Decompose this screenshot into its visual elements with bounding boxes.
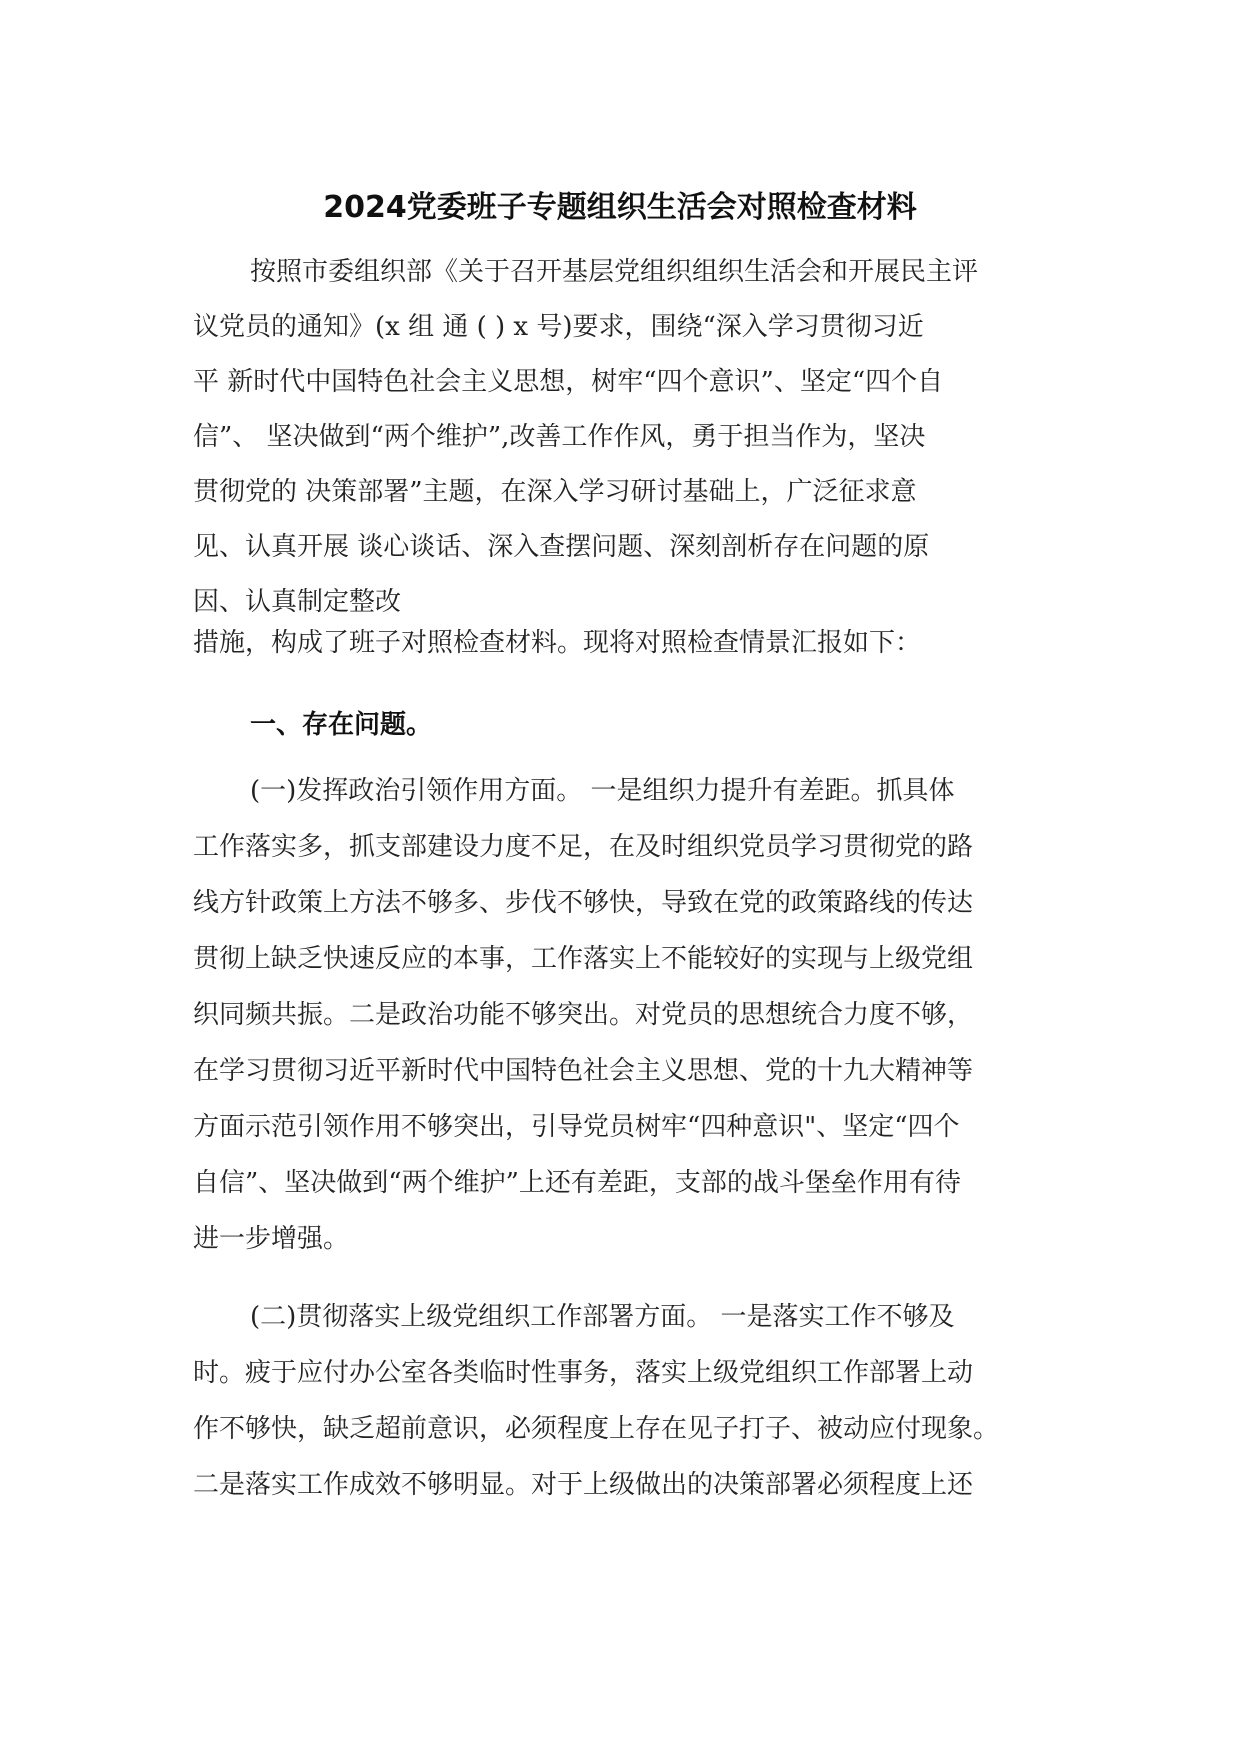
para2-line-3: 作不够快，缺乏超前意识，必须程度上存在见子打子、被动应付现象。 [193,1414,1000,1444]
para2-line-4: 二是落实工作成效不够明显。对于上级做出的决策部署必须程度上还 [193,1470,974,1500]
para1-line-5: 织同频共振。二是政治功能不够突出。对党员的思想统合力度不够， [193,1000,974,1030]
para2-line-2: 时。疲于应付办公室各类临时性事务，落实上级党组织工作部署上动 [193,1358,974,1388]
para1-line-6: 在学习贯彻习近平新时代中国特色社会主义思想、党的十九大精神等 [193,1056,974,1086]
document-title: 2024党委班子专题组织生活会对照检查材料 [323,190,917,225]
intro-line-5: 贯彻党的 决策部署”主题，在深入学习研讨基础上，广泛征求意 [193,477,917,507]
intro-line-4: 信”、 坚决做到“两个维护”,改善工作作风，勇于担当作为，坚决 [193,422,926,452]
para1-line-7: 方面示范引领作用不够突出，引导党员树牢“四种意识"、坚定“四个 [193,1112,960,1142]
para1-line-8: 自信”、坚决做到“两个维护”上还有差距，支部的战斗堡垒作用有待 [193,1168,961,1198]
intro-line-3: 平 新时代中国特色社会主义思想，树牢“四个意识”、坚定“四个自 [193,367,944,397]
para1-line-2: 工作落实多，抓支部建设力度不足，在及时组织党员学习贯彻党的路 [193,832,974,862]
section-heading: 一、存在问题。 [250,710,433,740]
para1-line-1: (一)发挥政治引领作用方面。 一是组织力提升有差距。抓具体 [250,776,955,806]
para1-line-3: 线方针政策上方法不够多、步伐不够快，导致在党的政策路线的传达 [193,888,974,918]
para1-line-4: 贯彻上缺乏快速反应的本事，工作落实上不能较好的实现与上级党组 [193,944,974,974]
para1-line-9: 进一步增强。 [193,1224,350,1254]
intro-line-1: 按照市委组织部《关于召开基层党组织组织生活会和开展民主评 [250,257,979,287]
intro-line-7: 因、认真制定整改 [193,587,402,617]
intro-line-6: 见、认真开展 谈心谈话、深入查摆问题、深刻剖析存在问题的原 [193,532,930,562]
intro-line-2: 议党员的通知》(x 组 通 ( ) x 号)要求，围绕“深入学习贯彻习近 [193,312,924,342]
para2-line-1: (二)贯彻落实上级党组织工作部署方面。 一是落实工作不够及 [250,1302,955,1332]
intro-line-8: 措施，构成了班子对照检查材料。现将对照检查情景汇报如下： [193,628,922,658]
